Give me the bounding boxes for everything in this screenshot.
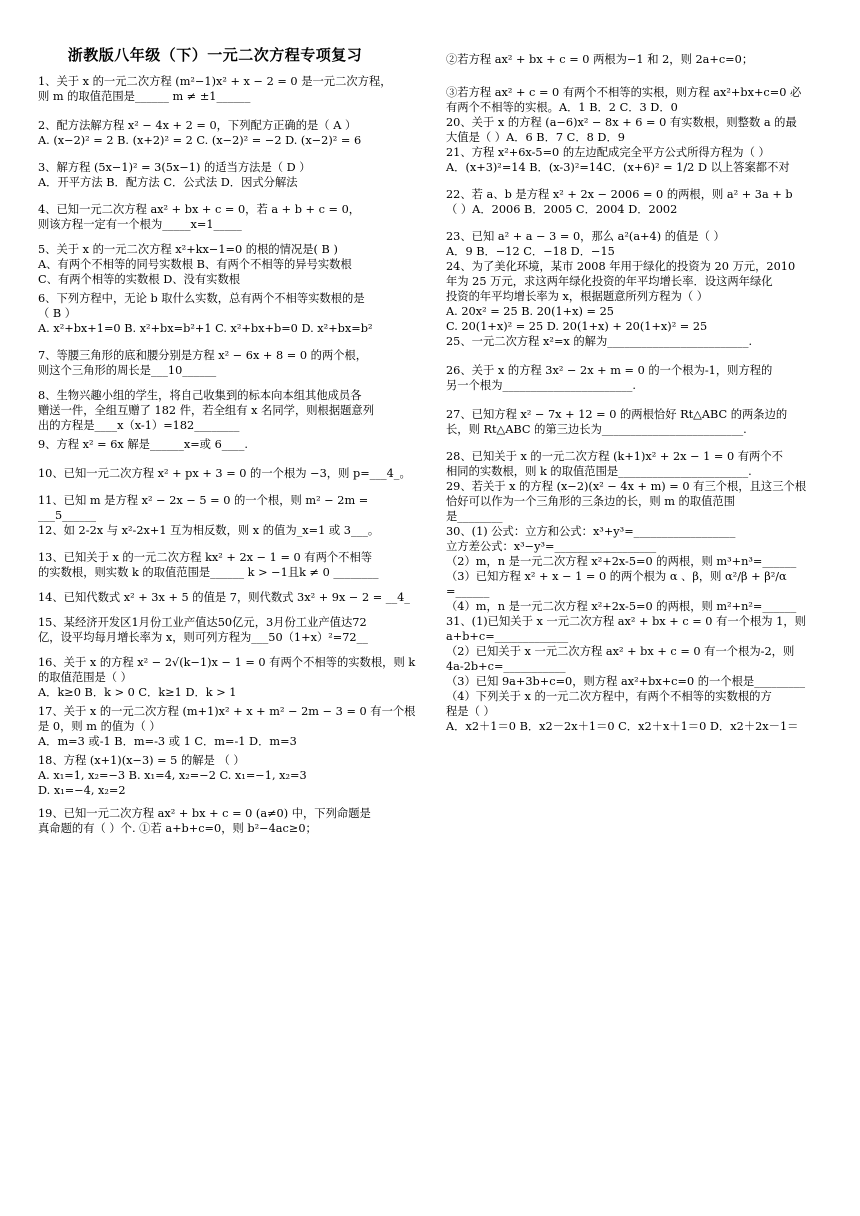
question-line: 投资的年平均增长率为 x，根据题意所列方程为（ ） bbox=[446, 290, 709, 303]
question-block bbox=[38, 242, 420, 287]
question-line: （4）m，n 是一元二次方程 x²+2x-5=0 的两根，则 m²+n²=______ bbox=[446, 600, 797, 613]
question-line: 12、如 2-2x 与 x²-2x+1 互为相反数，则 x 的值为_x=1 或 3___。 bbox=[38, 524, 380, 537]
question-block bbox=[38, 655, 420, 700]
question-line: 7、等腰三角形的底和腰分别是方程 x² − 6x + 8 = 0 的两个根， bbox=[38, 349, 368, 362]
question-block bbox=[38, 437, 420, 452]
question-line: （ B ） bbox=[38, 307, 77, 320]
question-line: 11、已知 m 是方程 x² − 2x − 5 = 0 的一个根，则 m² − 2m = ___5______ bbox=[38, 494, 369, 522]
question-line: 30、(1) 公式：立方和公式：x³+y³=__________________ bbox=[446, 525, 736, 538]
question-block bbox=[38, 160, 420, 190]
question-block bbox=[446, 407, 828, 437]
question-line: C、有两个相等的实数根 D、没有实数根 bbox=[38, 273, 241, 286]
question-line: 另一个根为_______________________. bbox=[446, 379, 636, 392]
question-line: 真命题的有（ ）个. ①若 a+b+c=0，则 b²−4ac≥0； bbox=[38, 822, 317, 835]
question-line: 22、若 a、b 是方程 x² + 2x − 2006 = 0 的两根，则 a² + 3a + b bbox=[446, 188, 793, 201]
question-block bbox=[38, 291, 420, 336]
question-line: 25、一元二次方程 x²=x 的解为_________________________. bbox=[446, 335, 753, 348]
question-line: 27、已知方程 x² − 7x + 12 = 0 的两根恰好 Rt△ABC 的两条边的 bbox=[446, 408, 788, 421]
question-line: 2、配方法解方程 x² − 4x + 2 = 0，下列配方正确的是（ A ） bbox=[38, 119, 357, 132]
question-block bbox=[446, 187, 828, 217]
question-line: 10、已知一元二次方程 x² + px + 3 = 0 的一个根为 −3，则 p=___4_。 bbox=[38, 467, 411, 480]
question-line: A．9 B．−12 C．−18 D．−15 bbox=[446, 245, 615, 258]
question-block bbox=[38, 806, 420, 836]
question-block bbox=[38, 74, 420, 104]
question-block bbox=[446, 85, 828, 175]
question-block bbox=[38, 615, 420, 645]
question-block bbox=[38, 590, 420, 605]
question-line: 24、为了美化环境，某市 2008 年用于绿化的投资为 20 万元，2010 bbox=[446, 260, 796, 273]
question-line: 赠送一件，全组互赠了 182 件，若全组有 x 名同学，则根据题意列 bbox=[38, 404, 375, 417]
question-line: A．开平方法 B．配方法 C．公式法 D．因式分解法 bbox=[38, 176, 298, 189]
question-line: 23、已知 a² + a − 3 = 0，那么 a²(a+4) 的值是（ ） bbox=[446, 230, 725, 243]
question-line: A．k≥0 B．k > 0 C．k≥1 D．k > 1 bbox=[38, 686, 237, 699]
question-line: 相同的实数根，则 k 的取值范围是_______________________. bbox=[446, 465, 752, 478]
left-column bbox=[38, 74, 420, 836]
question-line: 16、关于 x 的方程 x² − 2√(k−1)x − 1 = 0 有两个不相等的实数根，则 k bbox=[38, 656, 416, 669]
question-line: （ ）A．2006 B．2005 C．2004 D．2002 bbox=[446, 203, 678, 216]
question-line: （2）已知关于 x 一元二次方程 ax² + bx + c = 0 有一个根为-2，则 bbox=[446, 645, 795, 658]
right-column bbox=[446, 52, 828, 742]
question-line: A. 20x² = 25 B. 20(1+x) = 25 bbox=[446, 305, 614, 318]
question-line: 3、解方程 (5x−1)² = 3(5x−1) 的适当方法是（ D ） bbox=[38, 161, 311, 174]
question-line: 的取值范围是（ ） bbox=[38, 671, 132, 684]
question-line: a+b+c=_____________ bbox=[446, 630, 569, 643]
question-line: 1、关于 x 的一元二次方程 (m²−1)x² + x − 2 = 0 是一元二次方程， bbox=[38, 75, 392, 88]
question-line: A. x₁=1, x₂=−3 B. x₁=4, x₂=−2 C. x₁=−1, x₂=3 bbox=[38, 769, 307, 782]
question-line: 6、下列方程中，无论 b 取什么实数，总有两个不相等实数根的是 bbox=[38, 292, 365, 305]
page-title: 浙教版八年级（下）一元二次方程专项复习 bbox=[67, 46, 363, 64]
question-line: A、有两个不相等的同号实数根 B、有两个不相等的异号实数根 bbox=[38, 258, 352, 271]
question-line: 5、关于 x 的一元二次方程 x²+kx−1=0 的根的情况是( B ) bbox=[38, 243, 338, 256]
question-line: 31、(1)已知关于 x 一元二次方程 ax² + bx + c = 0 有一个根为 1，则 bbox=[446, 615, 806, 628]
question-line: （3）已知方程 x² + x − 1 = 0 的两个根为 α 、β，则 α²/β + β²/α =______ bbox=[446, 570, 787, 598]
question-line: C. 20(1+x)² = 25 D. 20(1+x) + 20(1+x)² = 25 bbox=[446, 320, 708, 333]
question-block bbox=[38, 388, 420, 433]
question-line: 亿，设平均每月增长率为 x，则可列方程为___50（1+x）²=72__ bbox=[38, 631, 368, 644]
question-line: 的实数根，则实数 k 的取值范围是______ k > −1且k ≠ 0 ________ bbox=[38, 566, 379, 579]
question-line: 有两个不相等的实根。A．1 B．2 C．3 D．0 bbox=[446, 101, 678, 114]
question-line: 大值是（ ）A．6 B．7 C．8 D．9 bbox=[446, 131, 625, 144]
question-line: 立方差公式：x³−y³=__________________ bbox=[446, 540, 657, 553]
question-line: 年为 25 万元，求这两年绿化投资的年平均增长率．设这两年绿化 bbox=[446, 275, 773, 288]
question-block bbox=[38, 118, 420, 148]
question-line: A．x2＋1＝0 B．x2－2x＋1＝0 C．x2＋x＋1＝0 D．x2＋2x－1＝ bbox=[446, 720, 799, 733]
question-block bbox=[38, 550, 420, 580]
question-line: 则 m 的取值范围是______ m ≠ ±1______ bbox=[38, 90, 251, 103]
question-line: 29、若关于 x 的方程 (x−2)(x² − 4x + m) = 0 有三个根，且这三个根 bbox=[446, 480, 807, 493]
question-line: 是 0，则 m 的值为（ ） bbox=[38, 720, 161, 733]
question-line: A．m=3 或-1 B．m=-3 或 1 C．m=-1 D．m=3 bbox=[38, 735, 297, 748]
question-line: 则该方程一定有一个根为_____x=1_____ bbox=[38, 218, 242, 231]
question-block bbox=[38, 202, 420, 232]
question-line: A．(x+3)²=14 B．(x-3)²=14C．(x+6)² = 1/2 D 以上答案都不对 bbox=[446, 161, 790, 174]
question-block bbox=[38, 348, 420, 378]
question-line: 4、已知一元二次方程 ax² + bx + c = 0，若 a + b + c = 0， bbox=[38, 203, 361, 216]
question-block bbox=[446, 363, 828, 393]
question-line: 则这个三角形的周长是___10______ bbox=[38, 364, 217, 377]
question-block bbox=[446, 229, 828, 349]
question-block bbox=[446, 449, 828, 734]
question-line: 程是（ ） bbox=[446, 705, 495, 718]
question-line: 恰好可以作为一个三角形的三条边的长，则 m 的取值范围 bbox=[446, 495, 736, 508]
question-line: 15、某经济开发区1月份工业产值达50亿元，3月份工业产值达72 bbox=[38, 616, 367, 629]
question-line: 4a-2b+c=___________ bbox=[446, 660, 566, 673]
question-line: D. x₁=−4, x₂=2 bbox=[38, 784, 126, 797]
question-line: 9、方程 x² = 6x 解是______x=或 6____. bbox=[38, 438, 248, 451]
question-block bbox=[38, 493, 420, 538]
question-line: 17、关于 x 的一元二次方程 (m+1)x² + x + m² − 2m − 3 = 0 有一个根 bbox=[38, 705, 416, 718]
question-line: 13、已知关于 x 的一元二次方程 kx² + 2x − 1 = 0 有两个不相等 bbox=[38, 551, 373, 564]
question-block bbox=[38, 704, 420, 749]
question-block bbox=[446, 52, 828, 67]
question-block bbox=[38, 466, 420, 481]
question-line: 14、已知代数式 x² + 3x + 5 的值是 7，则代数式 3x² + 9x − 2 = __4_ bbox=[38, 591, 410, 604]
question-line: 21、方程 x²+6x-5=0 的左边配成完全平方公式所得方程为（ ） bbox=[446, 146, 770, 159]
question-line: （4）下列关于 x 的一元二次方程中，有两个不相等的实数根的方 bbox=[446, 690, 772, 703]
question-line: 18、方程 (x+1)(x−3) = 5 的解是 （ ） bbox=[38, 754, 245, 767]
question-line: 是________ bbox=[446, 510, 503, 523]
question-line: （2）m，n 是一元二次方程 x²+2x-5=0 的两根，则 m³+n³=______ bbox=[446, 555, 797, 568]
question-line: 出的方程是____x（x-1）=182________ bbox=[38, 419, 240, 432]
question-line: 长，则 Rt△ABC 的第三边长为_________________________. bbox=[446, 423, 747, 436]
question-line: ③若方程 ax² + c = 0 有两个不相等的实根，则方程 ax²+bx+c=0 必 bbox=[446, 86, 802, 99]
question-block bbox=[38, 753, 420, 798]
question-line: 28、已知关于 x 的一元二次方程 (k+1)x² + 2x − 1 = 0 有两个不 bbox=[446, 450, 783, 463]
question-line: A. (x−2)² = 2 B. (x+2)² = 2 C. (x−2)² = −2 D. (x−2)² = 6 bbox=[38, 134, 362, 147]
question-line: ②若方程 ax² + bx + c = 0 两根为−1 和 2，则 2a+c=0； bbox=[446, 53, 754, 66]
question-line: 20、关于 x 的方程 (a−6)x² − 8x + 6 = 0 有实数根，则整数 a 的最 bbox=[446, 116, 797, 129]
question-line: 19、已知一元二次方程 ax² + bx + c = 0 (a≠0) 中，下列命题是 bbox=[38, 807, 371, 820]
question-line: 8、生物兴趣小组的学生，将自己收集到的标本向本组其他成员各 bbox=[38, 389, 362, 402]
question-line: （3）已知 9a+3b+c=0，则方程 ax²+bx+c=0 的一个根是_________ bbox=[446, 675, 806, 688]
question-line: A. x²+bx+1=0 B. x²+bx=b²+1 C. x²+bx+b=0 D. x²+bx=b² bbox=[38, 322, 373, 335]
question-line: 26、关于 x 的方程 3x² − 2x + m = 0 的一个根为-1，则方程的 bbox=[446, 364, 773, 377]
